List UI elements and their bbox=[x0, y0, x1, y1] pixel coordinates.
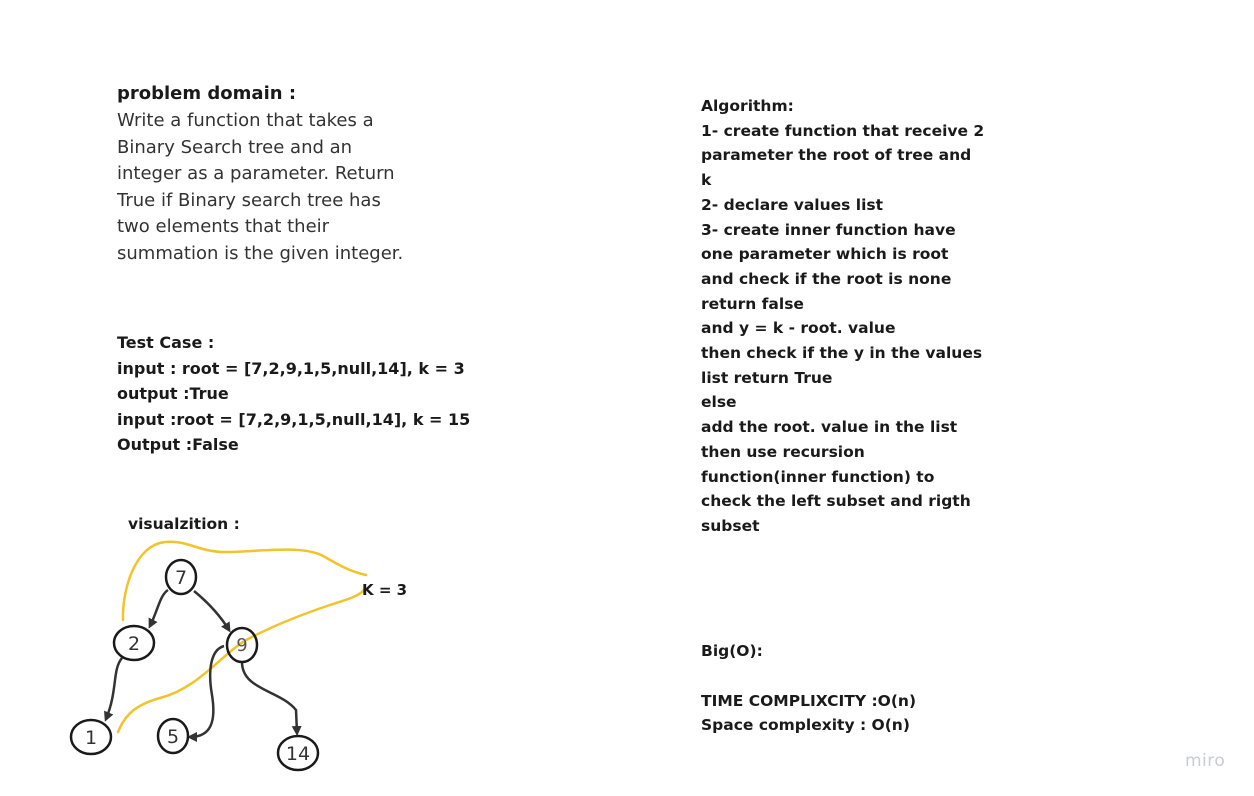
node-label-2: 2 bbox=[127, 633, 141, 655]
test-case-heading: Test Case : bbox=[117, 333, 215, 352]
tree-node-14 bbox=[278, 736, 318, 770]
problem-line: True if Binary search tree has bbox=[117, 189, 381, 211]
algorithm-line: 1- create function that receive 2 bbox=[701, 121, 985, 140]
problem-line: summation is the given integer. bbox=[117, 242, 404, 264]
tree-node-9 bbox=[227, 628, 257, 662]
algorithm-heading: Algorithm: bbox=[701, 97, 794, 115]
edge-2-1 bbox=[106, 658, 122, 719]
complexity-heading: Big(O): bbox=[701, 642, 763, 660]
tree-node-5 bbox=[158, 719, 188, 753]
test-case-line: output :True bbox=[117, 384, 229, 404]
algorithm-line: parameter the root of tree and bbox=[701, 146, 972, 165]
test-case-line: Output :False bbox=[117, 435, 239, 455]
edge-7-9 bbox=[194, 591, 229, 630]
algorithm-line: 2- declare values list bbox=[701, 195, 884, 214]
algorithm-line: subset bbox=[701, 516, 760, 535]
node-label-7: 7 bbox=[174, 567, 188, 589]
problem-domain-heading: problem domain : bbox=[117, 83, 297, 104]
problem-line: integer as a parameter. Return bbox=[117, 163, 395, 185]
algorithm-line: then check if the y in the values bbox=[701, 344, 983, 363]
edge-9-5 bbox=[190, 646, 224, 737]
time-complexity: TIME COMPLIXCITY :O(n) bbox=[701, 691, 917, 710]
space-complexity: Space complexity : O(n) bbox=[701, 716, 910, 735]
test-case-line: input : root = [7,2,9,1,5,null,14], k = 3 bbox=[117, 358, 465, 378]
node-label-14: 14 bbox=[285, 743, 311, 765]
tree-node-1 bbox=[71, 720, 111, 754]
algorithm-line: list return True bbox=[701, 368, 833, 387]
complexity-spacer bbox=[701, 664, 916, 689]
problem-line: Binary Search tree and an bbox=[117, 136, 353, 158]
algorithm-line: k bbox=[701, 171, 712, 190]
node-label-5: 5 bbox=[166, 726, 180, 748]
algorithm-line: one parameter which is root bbox=[701, 245, 949, 264]
algorithm-block bbox=[701, 94, 984, 539]
algorithm-line: return false bbox=[701, 294, 804, 313]
algorithm-line: and y = k - root. value bbox=[701, 319, 896, 338]
tree-node-2 bbox=[114, 626, 154, 660]
algorithm-line: 3- create inner function have bbox=[701, 220, 956, 239]
problem-line: two elements that their bbox=[117, 216, 330, 238]
algorithm-line: else bbox=[701, 393, 737, 412]
k-value-label: K = 3 bbox=[362, 581, 408, 599]
algorithm-line: function(inner function) to bbox=[701, 467, 935, 486]
miro-watermark: miro bbox=[1185, 751, 1226, 771]
node-label-9: 9 bbox=[236, 635, 248, 656]
problem-line: Write a function that takes a bbox=[117, 110, 374, 131]
tree-node-7 bbox=[166, 560, 196, 594]
edge-7-2 bbox=[150, 590, 168, 626]
algorithm-line: and check if the root is none bbox=[701, 269, 952, 288]
test-case-line: input :root = [7,2,9,1,5,null,14], k = 15 bbox=[117, 409, 471, 429]
visualization-label: visualzition : bbox=[128, 515, 240, 533]
complexity-block bbox=[701, 639, 916, 738]
algorithm-line: add the root. value in the list bbox=[701, 418, 958, 437]
algorithm-line: then use recursion bbox=[701, 442, 865, 461]
highlight-stroke-upper bbox=[123, 542, 366, 620]
algorithm-line: check the left subset and rigth bbox=[701, 492, 971, 511]
node-label-1: 1 bbox=[84, 727, 98, 749]
edge-9-14 bbox=[242, 662, 297, 733]
